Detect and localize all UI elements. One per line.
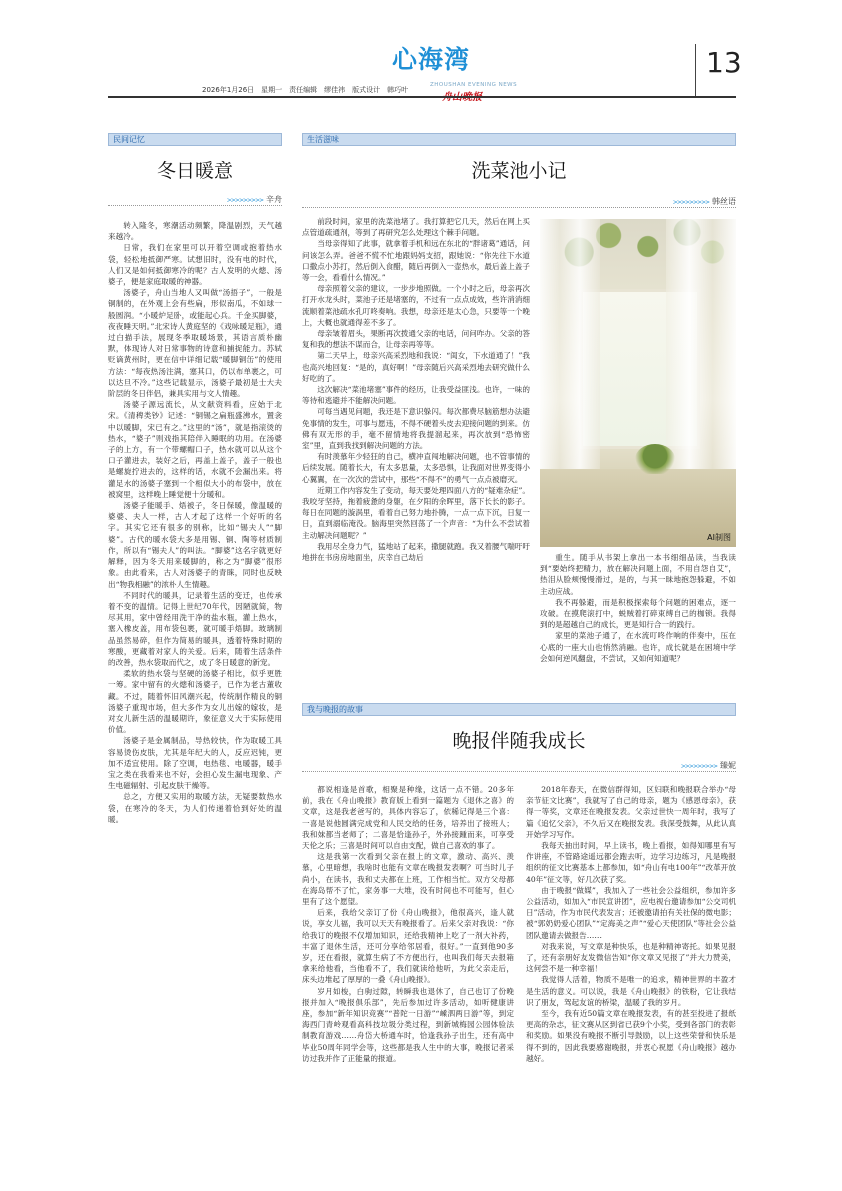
column-tag-label: 我与晚报的故事 xyxy=(307,705,363,714)
paragraph: 这是我第一次看到父亲在报上的文章，激动、高兴、羡慕，心里暗想，我啥时也能有文章在晚报发表啊？可当时儿子尚小，在读书，我和丈夫都在上班，工作相当忙。双方父母都在海岛帮不了忙，家务事一大堆，没有时间也不可能写，但心里有了这个愿望。 xyxy=(302,852,514,907)
paragraph: 近期工作内容发生了变动，每天要处理四面八方的“疑难杂症”。我咬牙坚持，拖着疲惫的身躯，在夕阳的余晖里，落下长长的影子。每日在同题的漩涡里，看着自己努力地扑腾，一点一点下沉，日复一日，直到溺临淹没。脑海里突然回荡了一个声音：“为什么不尝试着主动解决问题呢？” xyxy=(302,485,530,540)
author-name: 辛舟 xyxy=(266,195,282,204)
paragraph: 第二天早上，母亲兴高采烈地和我说：“闺女，下水道通了！”我也高兴地回复：“是的，真好啊！”母亲随后兴高采烈地去研究做什么好吃的了。 xyxy=(302,351,530,383)
newspaper-english-name: ZHOUSHAN EVENING NEWS xyxy=(430,82,518,88)
paragraph: 汤婆子能暖手、焐被子，冬日保暖，像温暖的婆婆、夫人一样，古人才起了这样一个好听的名字。其实它还有很多的别称，比如“锡夫人”“脚婆”。古代的暖水袋大多是用锡、铜、陶等材质制作，所以有“锡夫人”的叫法。“脚婆”这名字就更好解释，因为冬天用来暖脚的，称之为“脚婆”很形象。由此看来，古人对汤婆子的青睐，同时也反映出“物我相融”的浓朴人生情趣。 xyxy=(108,501,282,589)
plant-image xyxy=(635,444,675,474)
paragraph: 有时羡慕年少轻狂的自己，横冲直闯地解决问题，也不管事情的后续发展。随着长大，有太多思量，太多恐惧，让我面对世界变得小心翼翼，在一次次的尝试中，那些“不得不”的勇气一点点被磨灭。 xyxy=(302,452,530,484)
article-body-left xyxy=(302,784,514,1064)
article-body xyxy=(108,220,282,825)
paragraph: 由于晚报“做媒”，我加入了一些社会公益组织，参加许多公益活动，如加入“市民宣讲团”，应电视台邀请参加“公交司机日”活动，作为市民代表发言；还被邀请拍有关社保的微电影；被“郭奶奶爱心团队”“定海美之声”“爱心天使团队”等社会公益团队邀请去做报告…… xyxy=(526,885,736,940)
paragraph: 2018年春天，在微信群得知，区妇联和晚报联合举办“母亲节征文比赛”，我就写了自己的母亲，题为《感恩母亲》，获得一等奖，文章还在晚报发表。父亲过世快一周年时，我写了篇《追忆父亲》，不久后又在晚报发表。我深受鼓舞，从此认真开始学习写作。 xyxy=(526,785,736,839)
article-body-right xyxy=(526,784,736,1064)
paragraph: 这次解决“菜池堵塞”事件的经历，让我受益匪浅。也许，一味的等待和逃避并不能解决问题。 xyxy=(302,385,530,406)
paragraph: 当母亲得知了此事，就拿着手机和远在东北的“胖诸葛”通话，问问该怎么弄。爸爸不慌不忙地跟妈妈支招，跟她说：“你先往下水道口撒点小苏打，然后倒入食醋，随后再倒入一壶热水，最后盖上盖子等一会，看看什么情况。” xyxy=(302,239,530,283)
paragraph: 汤婆子，舟山当地人又叫做“汤捂子”，一般是铜制的，在外观上会有些扁，形似南瓜，不如球一般圆润。“小暖炉足卧，或能起心兵。千金买脚婆，夜夜睡天明。”北宋诗人黄庭坚的《戏咏暖足瓶》，通过白描手法，展现冬季取暖场景，其语言质朴幽默，体现诗人对日常事物的诗意和捕捉能力。苏轼贬谪黄州时，更在信中详细记载“暖脚铜缶”的使用方法：“每夜热汤注满，塞其口，仍以布单裹之，可以达旦不冷。”这些记载显示，汤婆子最初是士大夫阶层的冬日伴侣，兼具实用与文人情趣。 xyxy=(108,288,282,399)
paragraph: 柔软的热水袋与坚硬的汤婆子相比，似乎更胜一筹。家中留有的火熜和汤婆子，已作为老古董收藏。不过，随着怀旧风潮兴起，传统制作精良的铜汤婆子重现市场，但大多作为女儿出嫁的嫁妆，是对女儿新生活的温暖期许，象征意义大于实际使用价值。 xyxy=(108,669,282,735)
byline xyxy=(302,760,736,771)
byline-rule xyxy=(302,771,736,772)
arrow-decoration-icon: >>>>>>>>> xyxy=(226,197,263,204)
arrow-decoration-icon: >>>>>>>>> xyxy=(680,763,717,770)
paragraph: 家里的菜池子通了，在水流叮咚作响的伴奏中，压在心底的一座大山也悄然消融。也许，成长就是在困境中学会如何逆风翻盘，不尝试，又如何知道呢？ xyxy=(540,631,736,663)
paragraph: 后来，我给父亲订了份《舟山晚报》，他很高兴，逢人就说，享女儿福，我可以天天有晚报看了。后来父亲对我说：“你给我订的晚报不仅增加知识，还给我精神上吃了一剂大补药，丰富了退休生活，还可分享给邻居看，很好。”一直到他90多岁，还在看报，就算生病了不方便出行，也叫我们每天去报箱拿来给他看，当他看不了，我们就读给他听，为此父亲走后，床头边堆起了厚厚的一叠《舟山晚报》。 xyxy=(302,908,514,985)
section-title: 心海湾 xyxy=(391,45,470,74)
header-rule xyxy=(108,96,736,98)
paragraph: 对我来说，写文章是种快乐，也是种精神寄托。如果见报了，还有亲朋好友发微信告知“你文章又见报了”并大力赞美，这何尝不是一种幸福！ xyxy=(526,941,736,974)
paragraph: 不同时代的暖具，记录着生活的变迁，也传承着不变的温情。记得上世纪70年代，因陋就简，物尽其用，家中曾经用洗干净的盐水瓶，灌上热水，塞入橡皮盖，用布袋包裹，就可暖手焐脚。玻璃制品虽然易碎，但作为简易的暖具，透着特殊时期的寒酸，更藏着对家人的关爱。后来，随着生活条件的改善，热水袋取而代之，成了冬日暖意的新宠。 xyxy=(108,590,282,667)
column-tag-folk-memory xyxy=(108,133,282,146)
column-tag-label: 生活滋味 xyxy=(307,135,339,144)
paragraph: 至今，我有近50篇文章在晚报发表，有的甚至投进了报纸更高的杂志，征文赛从区到省已获9个小奖，受到各部门的表彰和奖励。如果没有晚报不断引导鼓励，以上这些荣誉和快乐是得不到的，因此我要感谢晚报，并衷心祝愿《舟山晚报》越办越好。 xyxy=(526,1009,736,1063)
paragraph: 都说相逢是首歌，相聚是种缘，这话一点不错。20多年前，我在《舟山晚报》教育版上看到一篇题为《退休之喜》的文章，这是我老爸写的，具体内容忘了，依稀记得是三个喜：一喜是说他圆满完成党和人民交给的任务，培养出了接班人；我和妹都当老师了；二喜是恰逢孙子，外孙接踵而来，可享受天伦之乐；三喜是时间可以自由支配，做自己喜欢的事了。 xyxy=(302,785,514,851)
author-name: 韩丝语 xyxy=(712,197,736,206)
byline xyxy=(108,194,282,205)
column-tag-life-taste xyxy=(302,133,736,146)
photo-credit: AI制图 xyxy=(707,533,731,542)
header-divider xyxy=(695,44,696,96)
article-title: 晚报伴随我成长 xyxy=(452,730,586,752)
paragraph: 我用尽全身力气，猛地站了起来，撒腿就跑。我又着腰气喘吁吁地拼在书房房地面坐，庆幸自己劫后 xyxy=(302,541,530,563)
paragraph: 前段时间，家里的洗菜池堵了。我打算把它几天，然后在网上买点管道疏通剂，等到了再研究怎么处理这个棘手问题。 xyxy=(302,217,530,238)
paragraph: 我不再躲避，而是积极探索每个问题的困难点，逐一攻破。在摸爬滚打中，蜕贼着打碎束缚自己的枷锁。我得到的是超越自己的成长，更是知行合一的践行。 xyxy=(540,597,736,630)
paragraph: 我每天抽出时间，早上读书，晚上看报，如得知哪里有写作讲座，不管路途遥远都会跑去听，边学习边练习，凡是晚报组织的征文比赛基本上都参加，如“舟山有电100年”“改革开放40年”征文等，好几次获了奖。 xyxy=(526,841,736,884)
paragraph: 转入隆冬，寒潮活动频繁，降温剧烈，天气越来越冷。 xyxy=(108,221,282,242)
illustration-window-curtain xyxy=(540,219,736,547)
paragraph: 母亲皱着眉头，果断再次拨通父亲的电话，问问咋办。父亲的答复和我的想法不谋而合，让母亲再等等。 xyxy=(302,329,530,350)
paragraph: 总之，方便又实用的取暖方法，无疑要数热水袋，在寒冷的冬天，为人们传递着恰到好处的温暖。 xyxy=(108,792,282,824)
byline xyxy=(302,196,736,207)
column-tag-label: 民间记忆 xyxy=(113,135,145,144)
paragraph: 汤婆子源远流长，从文献资料看，应始于北宋。《清稗类钞》记述：“铜锡之扁瓶盛沸水，置衾中以暖脚，宋已有之。”这里的“汤”，就是指滚烫的热水，“婆子”则戏指其陪伴入睡眠的功用。在汤婆子的上方，有一个带螺帽口子，热水就可以从这个口子灌进去，装好之后，再盖上盖子，盖子一般也是螺旋拧进去的，这样的话，水就不会漏出来。将灌足水的汤婆子塞到一个相似大小的布袋中，放在被窝里，这样晚上睡觉便十分暖和。 xyxy=(108,400,282,499)
paragraph: 汤婆子是金属制品，导热较快，作为取暖工具容易烫伤皮肤，尤其是年纪大的人，反应迟钝，更加不适宜使用。除了空调，电热毯、电暖器，暖手宝之类在我看来也不好，会担心发生漏电现象、产生电磁辐射、引起皮肤干燥等。 xyxy=(108,736,282,791)
article-body-left xyxy=(302,216,530,563)
paragraph: 母亲照着父亲的建议，一步步地照做。一个小时之后，母亲再次打开水龙头时，菜池子还是堵塞的，不过有一点点成效，些许消消细流顺着菜池疏水孔叮咚奏响。我想，母亲还是太心急，只要等一个晚上，大概也就通得差不多了。 xyxy=(302,284,530,327)
column-tag-evening-paper-story xyxy=(302,703,736,716)
paragraph: 岁月如梭，白驹过隙，转瞬我也退休了，自己也订了份晚报并加入“晚报俱乐部”，先后参加过许多活动，如听健康讲座，参加“新年知识竞赛”“普陀一日游”“嵊泗两日游”等，到定海西门青岭观看高科技垃圾分类过程，到新城梅园公园体验法制教育游戏……舟岱大桥通车时，恰逢我孙子出生，还有高中毕业50周年同学会等，这些都是我人生中的大事，晚报记者采访过我并作了正能量的报道。 xyxy=(302,986,514,1063)
paragraph: 重生。随手从书架上拿出一本书细细品读，当我读到“要始终把精力，放在解决问题上面，不用自怨自艾”，热泪从脸颊慢慢滑过，是的，与其一昧地抱怨躲避，不如主动应战。 xyxy=(540,553,736,596)
paragraph: 日常，我们在家里可以开着空调或抱着热水袋，轻松地抵御严寒。试想旧时，没有电的时代，人们又是如何抵御寒冷的呢？古人发明的火熜、汤婆子，便是家庭取暖的神器。 xyxy=(108,243,282,287)
article-title: 洗菜池小记 xyxy=(471,160,567,182)
author-name: 臻妮 xyxy=(720,761,736,770)
byline-rule xyxy=(302,207,736,208)
article-title: 冬日暖意 xyxy=(156,160,233,182)
article-body-right xyxy=(540,552,736,664)
byline-rule xyxy=(108,205,282,206)
page-number: 13 xyxy=(706,46,742,79)
paragraph: 可每当遇见问题，我还是下意识躲闪。每次都费尽脑筋想办法避免事情的发生，可事与愿违，不得不硬着头皮去迎接问题的到来。仿佛有双无形的手，毫不留情地将我提溜起来，再次放到“恐怖密室”里，直到我找到解决问题的方法。 xyxy=(302,407,530,451)
arrow-decoration-icon: >>>>>>>>> xyxy=(672,199,709,206)
paragraph: 我觉得人活着，物质不是唯一的追求，精神世界的丰盈才是生活的意义。可以说，我是《舟山晚报》的铁粉，它让我结识了朋友，驾起友谊的桥梁，温暖了我的岁月。 xyxy=(526,975,736,1007)
header-info: 2026年1月26日 星期一 责任编辑 缪佳祎 版式设计 韩巧叶 xyxy=(202,86,409,94)
